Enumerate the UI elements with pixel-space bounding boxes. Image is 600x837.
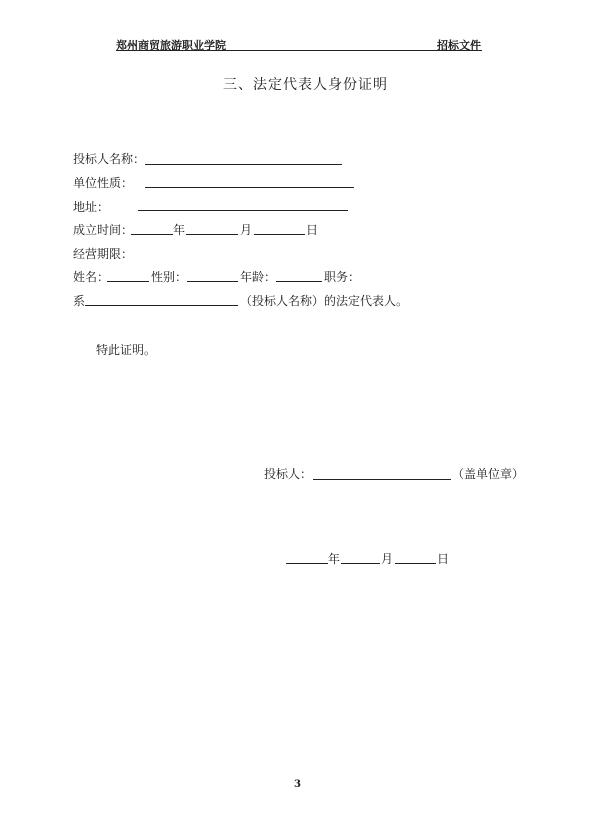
certify-text: 特此证明。 bbox=[96, 343, 157, 357]
address-label: 地址： bbox=[73, 200, 110, 214]
established-label: 成立时间： bbox=[73, 223, 134, 237]
signature-month-unit: 月 bbox=[381, 552, 394, 566]
gender-label: 性别： bbox=[151, 270, 188, 284]
signature-day-unit: 日 bbox=[437, 552, 450, 566]
header-rule bbox=[116, 50, 482, 51]
established-month-blank[interactable] bbox=[186, 234, 238, 235]
unit-nature-blank[interactable] bbox=[145, 187, 354, 188]
established-day-blank[interactable] bbox=[254, 234, 305, 235]
age-label: 年龄： bbox=[240, 270, 277, 284]
representative-suffix: （投标人名称）的法定代表人。 bbox=[240, 294, 409, 308]
signature-day-blank[interactable] bbox=[395, 563, 436, 564]
bidder-name-label: 投标人名称： bbox=[73, 152, 146, 166]
name-label: 姓名： bbox=[73, 270, 110, 284]
signature-bidder-blank[interactable] bbox=[313, 479, 451, 480]
established-month-unit: 月 bbox=[240, 223, 253, 237]
seal-note: （盖单位章） bbox=[452, 467, 525, 481]
bidder-name-blank[interactable] bbox=[145, 164, 342, 165]
established-year-unit: 年 bbox=[173, 223, 186, 237]
page-title: 三、法定代表人身份证明 bbox=[223, 77, 388, 93]
signature-year-blank[interactable] bbox=[286, 563, 328, 564]
position-label: 职务： bbox=[324, 270, 361, 284]
signature-bidder-label: 投标人： bbox=[264, 467, 313, 481]
unit-nature-label: 单位性质： bbox=[73, 176, 134, 190]
established-day-unit: 日 bbox=[306, 223, 319, 237]
page-number: 3 bbox=[294, 779, 301, 790]
age-blank[interactable] bbox=[276, 281, 322, 282]
representative-company-blank[interactable] bbox=[85, 305, 238, 306]
header-doc-type: 招标文件 bbox=[437, 39, 481, 52]
gender-blank[interactable] bbox=[187, 281, 238, 282]
established-year-blank[interactable] bbox=[131, 234, 173, 235]
header-school-name: 郑州商贸旅游职业学院 bbox=[116, 39, 226, 52]
signature-year-unit: 年 bbox=[328, 552, 341, 566]
name-blank[interactable] bbox=[107, 281, 149, 282]
signature-month-blank[interactable] bbox=[341, 563, 380, 564]
business-term-label: 经营期限： bbox=[73, 247, 134, 261]
address-blank[interactable] bbox=[138, 210, 348, 211]
xi-text: 系 bbox=[73, 294, 86, 308]
